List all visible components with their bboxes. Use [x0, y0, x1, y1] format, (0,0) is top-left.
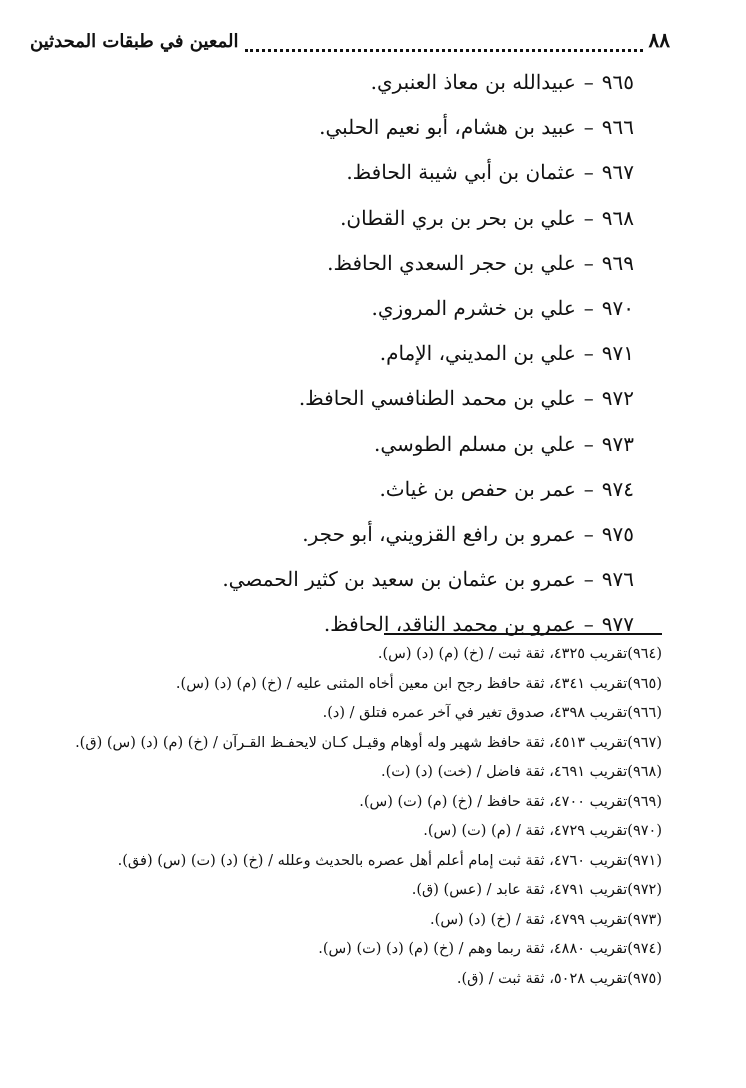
- entry-text: علي بن حجر السعدي الحافظ.: [327, 250, 576, 275]
- footnotes: [32, 640, 662, 994]
- footnote: (٩٧٢)تقريب ٤٧٩١، ثقة عابد / (عس) (ق).: [411, 882, 662, 898]
- footnote: (٩٧٠)تقريب ٤٧٢٩، ثقة / (م) (ت) (س).: [423, 823, 662, 839]
- entry-text: عمر بن حفص بن غياث.: [379, 476, 576, 501]
- entry-number: ٩٧٥: [601, 521, 634, 546]
- entry-number: ٩٦٧: [601, 160, 634, 185]
- list-item: ٩٧٣–علي بن مسلم الطوسي.: [374, 431, 634, 456]
- entry-number: ٩٧٦: [601, 567, 634, 592]
- entry-text: عمرو بن رافع القزويني، أبو حجر.: [302, 521, 576, 546]
- footnote: (٩٧٥)تقريب ٥٠٢٨، ثقة ثبت / (ق).: [456, 970, 662, 987]
- entry-number: ٩٧٤: [601, 476, 634, 501]
- list-item: ٩٧١–علي بن المديني، الإمام.: [379, 341, 634, 366]
- entry-number: ٩٧٧: [601, 612, 634, 637]
- entry-text: علي بن مسلم الطوسي.: [374, 431, 576, 456]
- running-title: المعين في طبقات المحدثين: [30, 31, 239, 52]
- footnote: (٩٦٦)تقريب ٤٣٩٨، صدوق تغير في آخر عمره فتلق / (د).: [322, 705, 662, 721]
- footnote: (٩٧٤)تقريب ٤٨٨٠، ثقة ربما وهم / (خ) (م) (د) (ت) (س).: [318, 941, 662, 957]
- entry-text: علي بن محمد الطنافسي الحافظ.: [298, 386, 576, 411]
- footnote: (٩٦٧)تقريب ٤٥١٣، ثقة حافظ شهير وله أوهام وقيـل كـان لايحفـظ القـرآن / (خ) (م) (د) (س) (ق).: [75, 734, 662, 751]
- list-item: ٩٦٩–علي بن حجر السعدي الحافظ.: [327, 250, 634, 275]
- list-item: ٩٧٧–عمرو بن محمد الناقد، الحافظ.: [323, 612, 634, 637]
- list-item: ٩٦٨–علي بن بحر بن بري القطان.: [340, 205, 634, 230]
- list-item: ٩٦٦–عبيد بن هشام، أبو نعيم الحلبي.: [319, 115, 634, 140]
- list-item: ٩٧٦–عمرو بن عثمان بن سعيد بن كثير الحمصي.: [222, 567, 634, 592]
- entry-number: ٩٧٠: [601, 295, 634, 320]
- entry-number: ٩٦٦: [601, 115, 634, 140]
- list-item: ٩٧٥–عمرو بن رافع القزويني، أبو حجر.: [302, 521, 634, 546]
- page-number: ٨٨: [648, 28, 670, 52]
- entry-text: عبيدالله بن معاذ العنبري.: [370, 70, 576, 94]
- header-dot-leader: [245, 37, 643, 52]
- entry-number: ٩٧٣: [601, 431, 634, 456]
- entry-text: عثمان بن أبي شيبة الحافظ.: [346, 160, 576, 185]
- entry-text: علي بن خشرم المروزي.: [371, 295, 576, 320]
- entry-number: ٩٧١: [601, 341, 634, 366]
- running-header: [30, 28, 670, 60]
- entry-text: عمرو بن عثمان بن سعيد بن كثير الحمصي.: [222, 567, 576, 592]
- entry-number: ٩٦٨: [601, 205, 634, 230]
- footnote: (٩٦٤)تقريب ٤٣٢٥، ثقة ثبت / (خ) (م) (د) (س).: [377, 646, 662, 662]
- list-item: ٩٦٧–عثمان بن أبي شيبة الحافظ.: [346, 160, 634, 185]
- footnote: (٩٦٥)تقريب ٤٣٤١، ثقة حافظ رجح ابن معين أخاه المثنى عليه / (خ) (م) (د) (س).: [175, 675, 662, 692]
- list-item: ٩٧٠–علي بن خشرم المروزي.: [371, 295, 634, 320]
- list-item: ٩٧٤–عمر بن حفص بن غياث.: [379, 476, 634, 501]
- list-item: ٩٦٥–عبيدالله بن معاذ العنبري.: [370, 70, 634, 94]
- entry-number: ٩٧٢: [601, 386, 634, 411]
- entry-list: [94, 60, 634, 647]
- footnote: (٩٧٣)تقريب ٤٧٩٩، ثقة / (خ) (د) (س).: [430, 911, 662, 928]
- footnote-separator: [384, 633, 662, 635]
- list-item: ٩٧٢–علي بن محمد الطنافسي الحافظ.: [298, 386, 634, 411]
- footnote: (٩٦٨)تقريب ٤٦٩١، ثقة فاضل / (خت) (د) (ت).: [381, 764, 662, 780]
- footnote: (٩٦٩)تقريب ٤٧٠٠، ثقة حافظ / (خ) (م) (ت) (س).: [359, 793, 662, 810]
- footnote: (٩٧١)تقريب ٤٧٦٠، ثقة ثبت إمام أعلم أهل عصره بالحديث وعلله / (خ) (د) (ت) (س) (فق).: [117, 852, 662, 869]
- entry-text: علي بن بحر بن بري القطان.: [340, 205, 576, 230]
- entry-text: عمرو بن محمد الناقد، الحافظ.: [323, 612, 576, 637]
- entry-number: ٩٦٩: [601, 250, 634, 275]
- entry-text: علي بن المديني، الإمام.: [379, 341, 576, 366]
- entry-number: ٩٦٥: [601, 70, 634, 94]
- entry-text: عبيد بن هشام، أبو نعيم الحلبي.: [319, 115, 576, 140]
